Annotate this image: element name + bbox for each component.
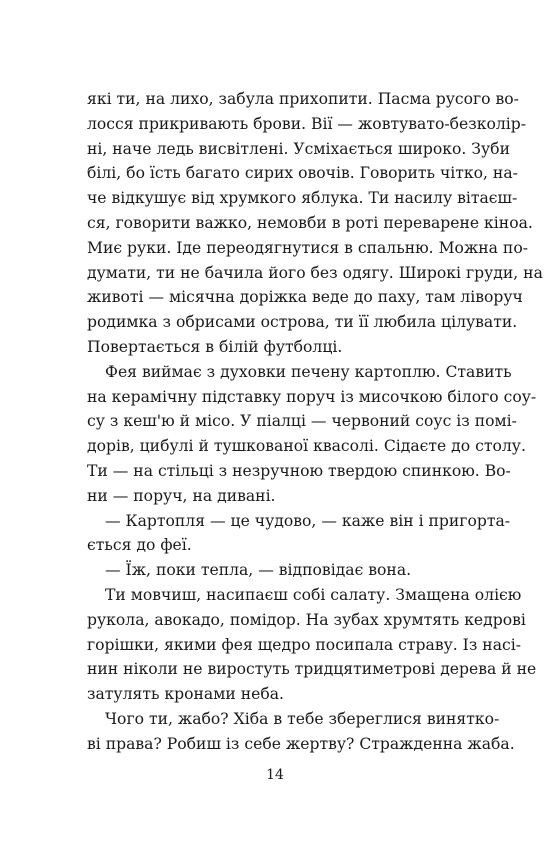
text-line: горішки, якими фея щедро посипала страву. Із насі- — [87, 635, 521, 654]
page-number: 14 — [266, 767, 284, 783]
text-line: су з кеш'ю й місо. У піалці — червоний соус із помі- — [87, 412, 517, 431]
text-line: ся, говорити важко, немовби в роті переварене кіноа. — [87, 213, 533, 232]
text-line: нин ніколи не виростуть тридцятиметрові дерева й не — [87, 660, 537, 679]
text-line: ється до феї. — [87, 536, 192, 555]
text-line: Ти мовчиш, насипаєш собі салату. Змащена олією — [105, 585, 522, 604]
text-line: лосся прикривають брови. Вії — жовтувато-безколір- — [87, 114, 527, 133]
text-line: Ти — на стільці з незручною твердою спинкою. Во- — [87, 461, 511, 480]
paragraph — [87, 360, 537, 509]
text-line: ни — поруч, на дивані. — [87, 486, 276, 505]
text-line: — Їж, поки тепла, — відповідає вона. — [105, 561, 412, 580]
text-line: білі, бо їсть багато сирих овочів. Говорить чітко, на- — [87, 164, 518, 183]
text-line: животі — місячна доріжка веде до паху, там ліворуч — [87, 288, 523, 307]
text-line: Миє руки. Іде переодягнутися в спальню. Можна по- — [87, 238, 528, 257]
text-line: родимка з обрисами острова, ти її любила цілувати. — [87, 313, 518, 332]
text-line: дорів, цибулі й тушкованої квасолі. Сідаєте до столу. — [87, 437, 526, 456]
text-line: на керамічну підставку поруч із мисочкою білого соу- — [87, 387, 537, 406]
text-line: Фея виймає з духовки печену картоплю. Ставить — [105, 362, 512, 381]
text-line: — Картопля — це чудово, — каже він і пригорта- — [105, 511, 511, 530]
body-text — [87, 87, 543, 757]
text-line: Повертається в білій футболці. — [87, 337, 343, 356]
paragraph — [87, 583, 537, 707]
paragraph — [87, 707, 515, 757]
paragraph — [87, 558, 483, 583]
text-line: думати, ти не бачила його без одягу. Широкі груди, на — [87, 263, 543, 282]
text-line: ві права? Робиш із себе жертву? Стражденна жаба. — [87, 734, 515, 753]
text-line: ні, наче ледь висвітлені. Усміхається широко. Зуби — [87, 139, 510, 158]
text-line: Чого ти, жабо? Хіба в тебе збереглися винятко- — [105, 709, 500, 728]
text-line: які ти, на лихо, забула прихопити. Пасма русого во- — [87, 90, 519, 108]
text-line: рукола, авокадо, помідор. На зубах хрумтять кедрові — [87, 610, 526, 629]
text-line: затулять кронами неба. — [87, 685, 284, 704]
paragraph — [87, 509, 511, 559]
paragraph — [87, 87, 543, 360]
text-line: че відкушує від хрумкого яблука. Ти насилу вітаєш- — [87, 189, 518, 208]
